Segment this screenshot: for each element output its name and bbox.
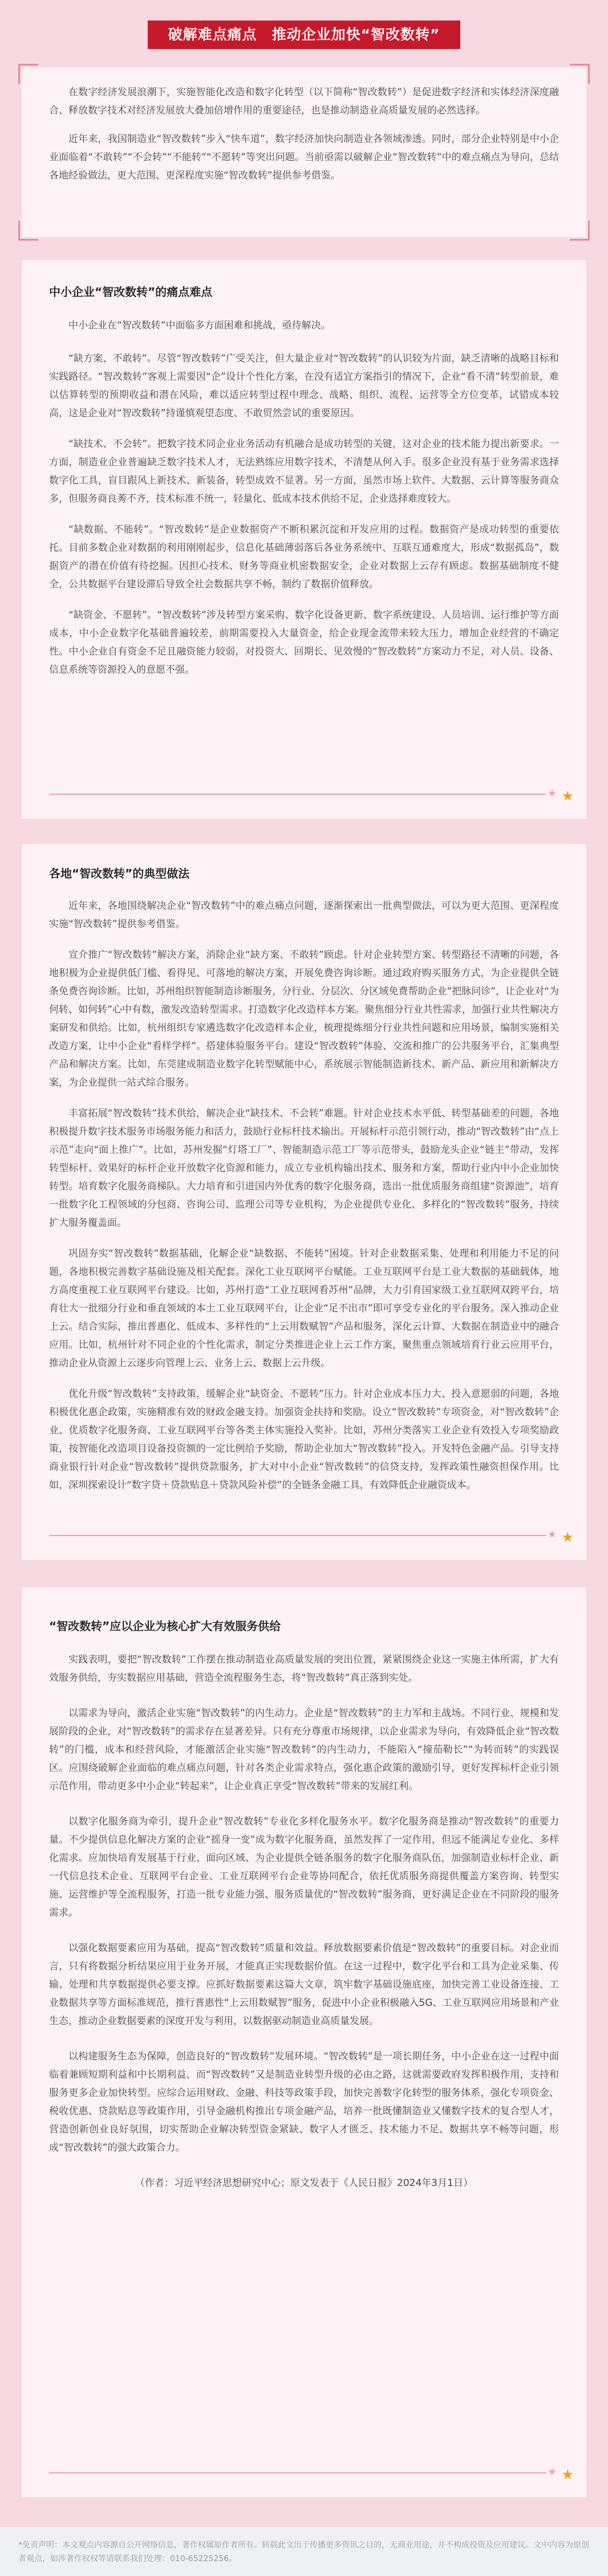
section-card <box>22 260 586 819</box>
section-title: “智改数转”应以企业为核心扩大有效服务供给 <box>49 1619 281 1633</box>
corner-bracket <box>18 221 38 241</box>
section-paragraph: 实践表明，要把“智改数转”工作摆在推动制造业高质量发展的突出位置，紧紧围绕企业这一实施主体所需，扩大有效服务供给，夯实数据应用基础，营造全流程服务生态，将“智改数转”真正落到实处。 <box>49 1654 559 1684</box>
intro-paragraph: 在数字经济发展浪潮下，实施智能化改造和数字化转型（以下简称“智改数转”）是促进数字经济和实体经济深度融合、释放数字技术对经济发展放大叠加倍增作用的重要途径，也是推动制造业高质量发展的必然选择。 <box>49 87 559 116</box>
corner-bracket <box>570 64 590 84</box>
section-paragraph: “缺资金、不愿转”。“智改数转”涉及转型方案采购、数字化设备更新、数字系统建设、人员培训、运行维护等方面成本，中小企业数字化基础普遍较差，前期需要投入大量资金，给企业现金流带来较大压力，增加企业经营的不确定性。中小企业自有资金不足且融资能力较弱，对投资大、回期长、见效慢的“智改数转”方案动力不足，对人员、设备、信息系统等资源投入的意愿不强。 <box>49 610 559 676</box>
divider-line <box>49 794 546 795</box>
section-paragraph: 以强化数据要素应用为基础，提高“智改数转”质量和效益。释放数据要素价值是“智改数转”的重要目标。对企业而言，只有将数据分析结果应用于业务开展，才能真正实现数据价值。在这一过程中，数字化平台和工具为企业采集、传输、处理和共享数据提供必要支撑。应抓好数据要素这篇大文章，筑牢数字基础设施底座，加快完善工业设备连接、工业数据共享等方面标准规范，推行普惠性“上云用数赋智”服务，促进中小企业积极融入5G、工业互联网应用场景和产业生态，推动企业数据要素的深度开发与利用，以数据驱动制造业高质量发展。 <box>49 1943 559 2027</box>
intro-card <box>22 67 586 237</box>
star-icon: ★ <box>547 787 557 799</box>
section-paragraph: “缺技术、不会转”。把数字技术同企业业务活动有机融合是成功转型的关键，这对企业的技术能力提出新要求。一方面，制造业企业普遍缺乏数字技术人才，无法熟练应用数字技术，不清楚从何入手。很多企业没有基于业务需求选择数字化工具，盲目跟风上新技术、新装备，转型成效不显著。另一方面，虽然市场上软件、大数据、云计算等服务商众多，但服务商良莠不齐，技术标准不统一，轻量化、低成本技术供给不足，企业选择难度较大。 <box>49 438 559 505</box>
corner-bracket <box>570 221 590 241</box>
section-paragraph: 以构建服务生态为保障，创造良好的“智改数转”发展环境。“智改数转”是一项长期任务，中小企业在这一过程中面临着兼顾短期利益和中长期利益、而“智改数转”又是制造业转型升级的必由之路，这就需要政府发挥积极作用，支持和服务更多企业加快转型。应综合运用财政、金融、科技等政策手段，加快完善数字化转型的服务体系，强化专项资金、税收优惠、贷款贴息等政策作用，引导金融机构推出专项金融产品，培养一批既懂制造业又懂数字技术的复合型人才，营造创新创业良好氛围，切实帮助企业解决转型资金紧缺、数字人才匮乏、技术能力不足、数据共享不畅等问题，形成“智改数转”的强大政策合力。 <box>49 2051 559 2154</box>
intro-paragraph: 近年来，我国制造业“智改数转”步入“快车道”，数字经济加快向制造业各领域渗透。同时，部分企业特别是中小企业面临着“不敢转”“不会转”“不能转”“不愿转”等突出问题。当前亟需以破解企业“智改数转”中的难点痛点为导向，总结各地经验做法，更大范围、更深程度实施“智改数转”提供参考借鉴。 <box>49 133 559 181</box>
disclaimer-text: *免责声明：本文观点内容源自公开网络信息，著作权属原作者所有。转载此文出于传播更多资讯之目的，无商业用途，并不构成投资及应用建议。文中内容为原创者观点，如涉著作权权等请联系我们处理：010-65225256。 <box>18 2541 589 2563</box>
star-icon: ★ <box>547 2466 557 2478</box>
section-paragraph: 宣介推广“智改数转”解决方案，消除企业“缺方案、不敢转”顾虑。针对企业转型方案、转型路径不清晰的问题，各地积极为企业提供低门槛、看得见、可落地的解决方案，开展免费咨询诊断。通过政府购买服务方式，为企业提供全链条免费咨询诊断。比如，苏州组织智能制造诊断服务，分行业、分层次、分区域免费帮助企业“把脉问诊”，让企业对“为何转、如何转”心中有数，激发改造转型需求。打造数字化改造样本方案。聚焦细分行业共性需求，加强行业共性解决方案研发和供给。比如，杭州组织专家遴选数字化改造样本企业，梳理提炼细分行业共性问题和应用场景，编制实施相关改造方案，让中小企业“看样学样”。搭建体验服务平台。建设“智改数转”体验、交流和推广的公共服务平台，汇集典型产品和解决方案。比如，东莞建成制造业数字化转型赋能中心，系统展示智能制造新技术、新产品、新应用和新解决方案，为企业提供一站式综合服务。 <box>49 949 559 1088</box>
section-card <box>22 1587 586 2497</box>
section-paragraph: 中小企业在“智改数转”中面临多方面困难和挑战，亟待解决。 <box>68 320 331 331</box>
star-icon: ★ <box>561 788 574 804</box>
corner-bracket <box>18 64 38 84</box>
article-title: 破解难点痛点 推动企业加快“智改数转” <box>148 21 460 49</box>
divider-line <box>49 1535 546 1536</box>
section-card <box>22 844 586 1560</box>
section-paragraph: 巩固夯实“智改数转”数据基础，化解企业“缺数据、不能转”困境。针对企业数据采集、处理和利用能力不足的问题，各地积极完善数字基础设施及相关配套。深化工业互联网平台赋能。工业互联网平台是工业大数据的基础载体，地方高度重视工业互联网平台建设。比如，苏州打造“工业互联网看苏州”品牌，大力引育国家级工业互联网双跨平台，培育壮大一批细分行业和垂直领域的本土工业互联网平台，让企业“足不出市”即可享受专业化的平台服务。深入推动企业上云。结合实际，推出普惠化、低成本、多样性的“上云用数赋智”产品和服务，深化云计算、大数据在制造业中的融合应用。比如，杭州针对不同企业的个性化需求，制定分类推进企业上云工作方案，聚焦重点领域培育行业云应用平台，推动企业从资源上云逐步向管理上云、业务上云、数据上云升级。 <box>49 1248 559 1369</box>
author-note: （作者：习近平经济思想研究中心；原文发表于《人民日报》2024年3月1日） <box>135 2177 473 2189</box>
star-icon: ★ <box>561 2467 574 2482</box>
section-paragraph: “缺方案、不敢转”。尽管“智改数转”广受关注，但大量企业对“智改数转”的认识较为片面，缺乏清晰的战略目标和实践路径。“智改数转”客观上需要因“企”设计个性化方案，在没有适宜方案指引的情况下，企业“看不清”转型前景，难以估算转型的预期收益和潜在风险，难以适应转型过程中理念、战略、组织、流程、运营等全方位变革，试错成本较高，这是企业对“智改数转”持谨慎观望态度、不敢贸然尝试的重要原因。 <box>49 353 559 419</box>
section-title: 各地“智改数转”的典型做法 <box>49 867 190 880</box>
section-paragraph: 丰富拓展“智改数转”技术供给，解决企业“缺技术、不会转”难题。针对企业技术水平低、转型基础差的问题，各地积极提升数字技术服务市场服务能力和活力，鼓励行业标杆技术输出。开展标杆示范引领行动，推动“智改数转”由“点上示范”走向“面上推广”。比如，苏州发掘“灯塔工厂”、智能制造示范工厂等示范带头，鼓励龙头企业“链主”带动，发挥转型标杆、效果好的标杆企业开放数字化资源和能力，成立专业机构输出技术、服务和方案，帮助行业内中小企业加快转型。培育数字化服务商梯队。大力培育和引进国内外优秀的数字化服务商，选出一批优质服务商组建“资源池”，培育一批数字化工程领域的分包商、咨询公司、监理公司等专业机构，为企业提供专业化、多样化的“智改数转”服务，持续扩大服务覆盖面。 <box>49 1108 559 1229</box>
disclaimer <box>0 2527 608 2576</box>
section-paragraph: “缺数据、不能转”。“智改数转”是企业数据资产不断积累沉淀和开发应用的过程。数据资产是成功转型的重要依托。目前多数企业对数据的利用刚刚起步，信息化基础薄弱落后各业务系统中、互联互通难度大，形成“数据孤岛”，数据资产的潜在价值有待挖掘。因担心技术、财务等商业机密数据安全，企业对数据上云存有顾虑。数据基础制度不健全，公共数据平台建设滞后导致全社会数据共享不畅，制约了数据价值释放。 <box>49 524 559 590</box>
section-paragraph: 以需求为导向，激活企业实施“智改数转”的内生动力。企业是“智改数转”的主力军和主战场。不同行业、规模和发展阶段的企业，对“智改数转”的需求存在显著差异。只有充分尊重市场规律，以企业需求为导向，有效降低企业“智改数转”的门槛，成本和经营风险，才能激活企业实施“智改数转”的内生动力，不能陷入“撞茄勒长”“为转而转”的实践误区。应围绕破解企业面临的难点痛点问题，针对各类企业需求特点，强化惠企政策的激励引导，更好发挥标杆企业引领示范作用，带动更多中小企业“转起来”，让企业真正享受“智改数转”带来的发展红利。 <box>49 1708 559 1792</box>
section-title: 中小企业“智改数转”的痛点难点 <box>49 285 213 299</box>
divider-line <box>49 2472 546 2473</box>
section-paragraph: 优化升级“智改数转”支持政策，缓解企业“缺资金、不愿转”压力。针对企业成本压力大、投入意愿弱的问题，各地积极优化惠企政策，实施精准有效的财政金融支持。加强资金扶持和奖励。设立“智改数转”专项资金，对“智改数转”企业、优质数字化服务商、工业互联网平台等各类主体实施投入奖补。比如，苏州分类落实工业企业有效投入专项奖励政策，按智能化改造项目设备投资额的一定比例给予奖励，帮助企业加大“智改数转”投入。开发特色金融产品。引导支持商业银行针对企业“智改数转”提供贷款服务，扩大对中小企业“智改数转”的信贷支持，发挥政策性融资担保作用。比如，深圳探索设计“数字贷＋贷款贴息＋贷款风险补偿”的全链条金融工具，有效降低企业融资成本。 <box>49 1388 559 1491</box>
star-icon: ★ <box>561 1529 574 1545</box>
star-icon: ★ <box>547 1529 557 1541</box>
section-paragraph: 以数字化服务商为牵引，提升企业“智改数转”专业化多样化服务水平。数字化服务商是推动“智改数转”的重要力量。不少提供信息化解决方案的企业“摇身一变”成为数字化服务商，虽然发挥了一定作用，但远不能满足专业化、多样化需求。应加快培育发展基于行业、面向区域、为企业提供全链条服务的数字化服务商队伍，加强制造业标杆企业、新一代信息技术企业、互联网平台企业、工业互联网平台企业等协同配合，依托优质服务商提供覆盖方案咨询、转型实施、运营维护等全流程服务，打造一批专业能力强、服务质量优的“智改数转”服务商，更好满足企业在不同阶段的服务需求。 <box>49 1816 559 1919</box>
section-paragraph: 近年来，各地围绕解决企业“智改数转”中的难点痛点问题，逐渐探索出一批典型做法，可以为更大范围、更深程度实施“智改数转”提供参考借鉴。 <box>49 900 559 930</box>
